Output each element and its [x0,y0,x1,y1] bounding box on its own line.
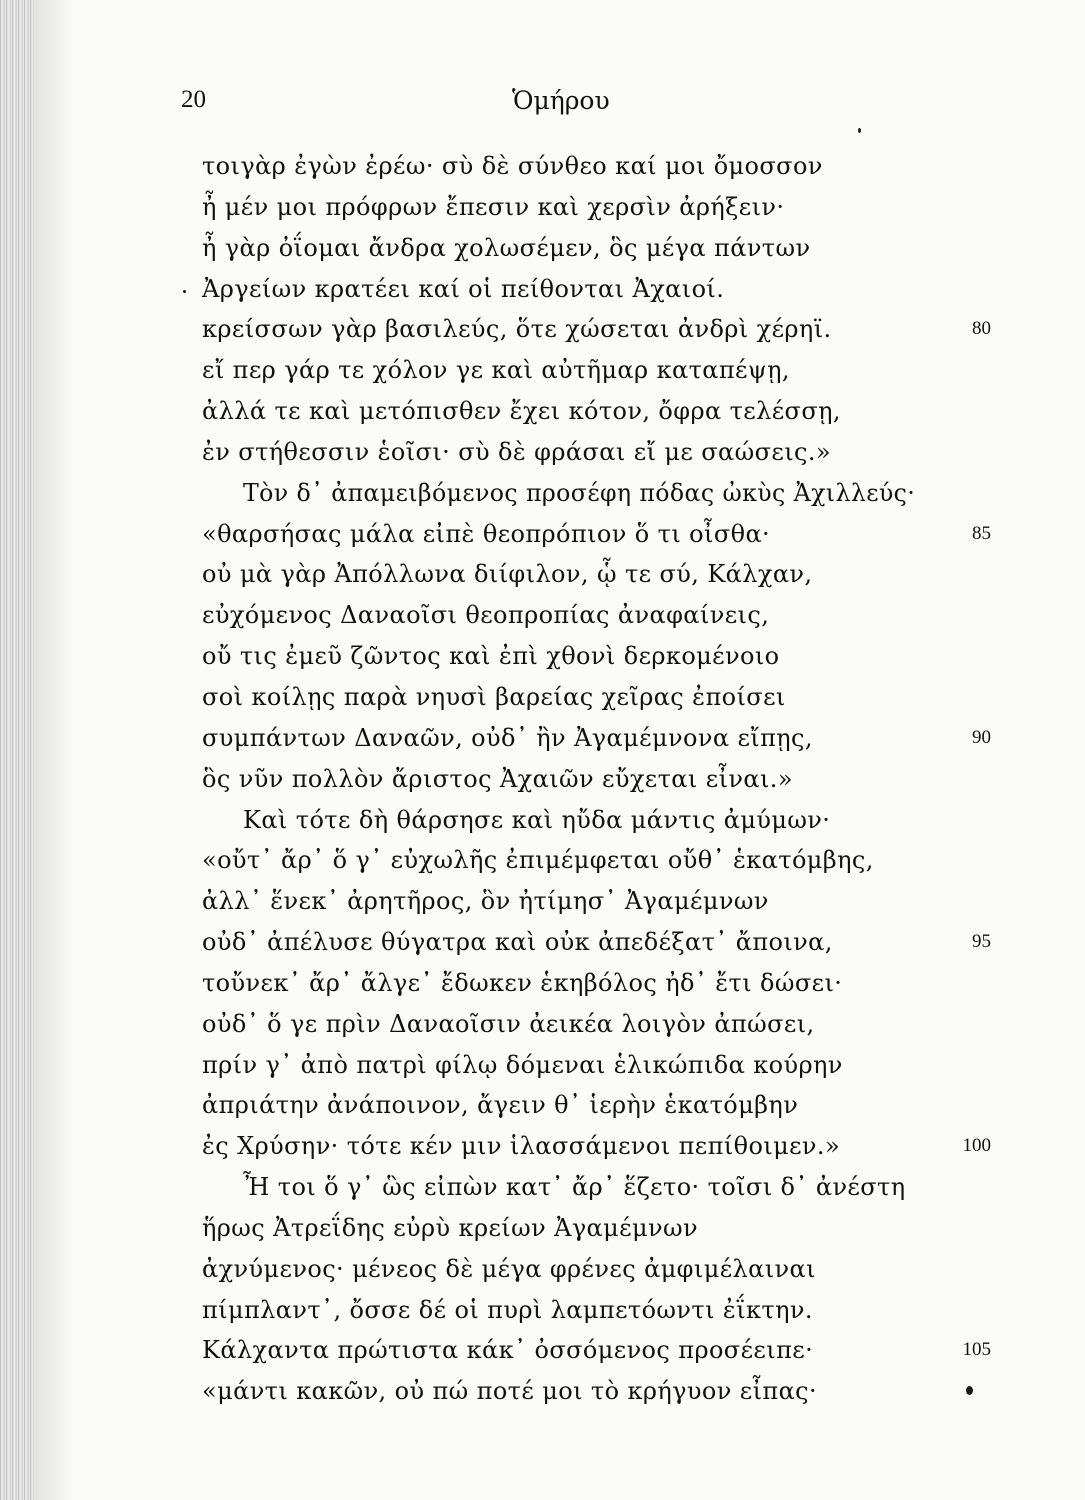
verse-line-text: συμπάντων Δαναῶν, οὐδ᾽ ἢν Ἀγαμέμνονα εἴπῃς, [202,723,813,752]
verse-line [0,473,1085,514]
print-speck [966,1386,973,1395]
verse-line [0,1167,1085,1208]
verse-line-text: πρίν γ᾽ ἀπὸ πατρὶ φίλῳ δόμεναι ἑλικώπιδα κούρην [202,1050,843,1079]
verse-line-text: οὐ μὰ γὰρ Ἀπόλλωνα διίφιλον, ᾧ τε σύ, Κάλχαν, [202,560,813,589]
verse-line-text: τοὔνεκ᾽ ἄρ᾽ ἄλγε᾽ ἔδωκεν ἑκηβόλος ἠδ᾽ ἔτι δώσει· [202,968,843,997]
verse-line-text: ἀπριάτην ἀνάποινον, ἄγειν θ᾽ ἱερὴν ἑκατόμβην [202,1091,799,1120]
line-number: 105 [962,1339,991,1361]
verse-line [0,1330,1085,1371]
verse-line-text: ἀλλ᾽ ἕνεκ᾽ ἀρητῆρος, ὃν ἠτίμησ᾽ Ἀγαμέμνων [202,887,769,916]
verse-line-text: ἥρως Ἀτρεΐδης εὐρὺ κρείων Ἀγαμέμνων [202,1213,698,1242]
verse-line [0,554,1085,595]
verse-line [0,1045,1085,1086]
verse-line-text: Ἦ τοι ὅ γ᾽ ὣς εἰπὼν κατ᾽ ἄρ᾽ ἕζετο· τοῖσι δ᾽ ἀνέστη [243,1173,906,1202]
verse-line-text: κρείσσων γὰρ βασιλεύς, ὅτε χώσεται ἀνδρὶ χέρηϊ. [202,315,832,344]
verse-line-text: σοὶ κοίλῃς παρὰ νηυσὶ βαρείας χεῖρας ἐποίσει [202,682,786,711]
verse-line [0,514,1085,555]
verse-line [0,718,1085,759]
verse-line [0,146,1085,187]
verse-text-block [0,146,1085,1412]
verse-line-text: ἀλλά τε καὶ μετόπισθεν ἔχει κότον, ὄφρα τελέσσῃ, [202,397,841,426]
verse-line [0,759,1085,800]
verse-line [0,1126,1085,1167]
verse-line [0,840,1085,881]
verse-line-text: οὐδ᾽ ἀπέλυσε θύγατρα καὶ οὐκ ἀπεδέξατ᾽ ἄποινα, [202,928,833,957]
verse-line [0,881,1085,922]
line-number: 95 [972,931,991,953]
line-number: 80 [972,318,991,340]
line-number: 100 [962,1135,991,1157]
verse-line-text: ἦ γὰρ ὀΐομαι ἄνδρα χολωσέμεν, ὃς μέγα πάντων [202,233,811,262]
verse-line [0,1208,1085,1249]
verse-line-text: ἐν στήθεσσιν ἑοῖσι· σὺ δὲ φράσαι εἴ με σαώσεις.» [202,437,831,466]
page-number: 20 [181,86,206,113]
verse-line [0,228,1085,269]
verse-line-text: «οὔτ᾽ ἄρ᾽ ὅ γ᾽ εὐχωλῆς ἐπιμέμφεται οὔθ᾽ ἑκατόμβης, [202,846,874,875]
verse-line-text: πίμπλαντ᾽, ὄσσε δέ οἱ πυρὶ λαμπετόωντι ἐΐκτην. [202,1295,813,1324]
verse-line [0,269,1085,310]
line-number: 85 [972,522,991,544]
verse-line-text: τοιγὰρ ἐγὼν ἐρέω· σὺ δὲ σύνθεο καί μοι ὄμοσσον [202,152,823,180]
verse-line-text: εὐχόμενος Δαναοῖσι θεοπροπίας ἀναφαίνεις, [202,601,770,630]
verse-line [0,1371,1085,1412]
verse-line [0,187,1085,228]
verse-line-text: «μάντι κακῶν, οὐ πώ ποτέ μοι τὸ κρήγυον εἶπας· [202,1377,818,1406]
verse-line [0,595,1085,636]
line-number: 90 [972,726,991,748]
verse-line-text: Ἀργείων κρατέει καί οἱ πείθονται Ἀχαιοί. [202,274,725,303]
verse-line-text: ἐς Χρύσην· τότε κέν μιν ἱλασσάμενοι πεπίθοιμεν.» [202,1132,841,1161]
verse-line [0,1249,1085,1290]
print-speck [183,290,186,293]
verse-line-text: εἴ περ γάρ τε χόλον γε καὶ αὐτῆμαρ καταπέψῃ, [202,356,790,385]
verse-line [0,800,1085,841]
print-speck [858,128,861,133]
verse-line-text: Τὸν δ᾽ ἀπαμειβόμενος προσέφη πόδας ὠκὺς Ἀχιλλεύς· [243,478,916,507]
verse-line-text: οὐδ᾽ ὅ γε πρὶν Δαναοῖσιν ἀεικέα λοιγὸν ἀπώσει, [202,1009,815,1038]
verse-line [0,1290,1085,1331]
verse-line [0,963,1085,1004]
verse-line [0,309,1085,350]
verse-line [0,432,1085,473]
verse-line [0,636,1085,677]
verse-line-text: ἀχνύμενος· μένεος δὲ μέγα φρένες ἀμφιμέλαιναι [202,1254,816,1283]
verse-line [0,1004,1085,1045]
verse-line [0,677,1085,718]
verse-line-text: Κάλχαντα πρώτιστα κάκ᾽ ὀσσόμενος προσέειπε· [202,1336,814,1365]
verse-line-text: Καὶ τότε δὴ θάρσησε καὶ ηὔδα μάντις ἀμύμων· [243,805,831,834]
verse-line-text: οὔ τις ἐμεῦ ζῶντος καὶ ἐπὶ χθονὶ δερκομένοιο [202,642,780,671]
verse-line-text: ὃς νῦν πολλὸν ἄριστος Ἀχαιῶν εὔχεται εἶναι.» [202,764,793,793]
verse-line [0,350,1085,391]
verse-line [0,391,1085,432]
running-title: Ὁμήρου [512,86,610,115]
verse-line [0,922,1085,963]
verse-line-text: ἦ μέν μοι πρόφρων ἔπεσιν καὶ χερσὶν ἀρήξειν· [202,192,785,221]
verse-line-text: «θαρσήσας μάλα εἰπὲ θεοπρόπιον ὅ τι οἶσθα· [202,519,771,548]
verse-line [0,1085,1085,1126]
